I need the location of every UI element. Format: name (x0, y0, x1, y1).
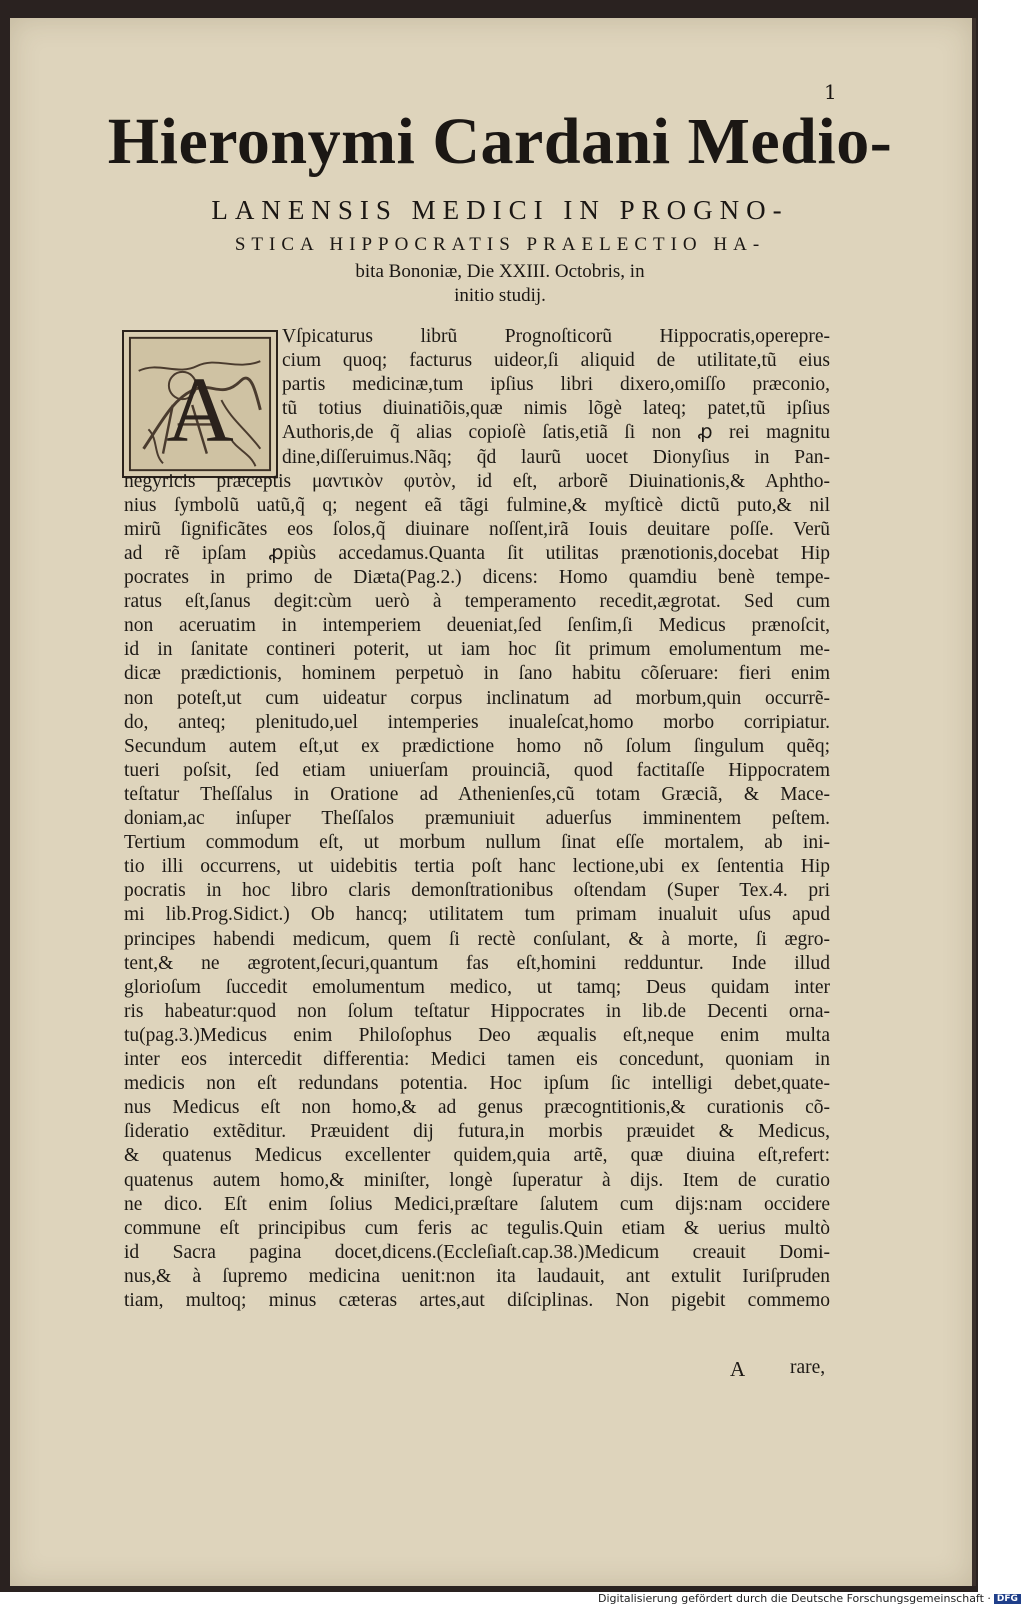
body-line: id Sacra pagina docet,dicens.(Eccleſiaſt.cap.38.)Medicum creauit Domi- (124, 1241, 830, 1263)
body-line: ſideratio extẽditur. Præuident dij futura,in morbis præuidet & Medicus, (124, 1121, 830, 1143)
body-line: partis medicinæ,tum ipſius libri dixero,omiſſo præconio, (282, 374, 830, 396)
title-line-1: Hieronymi Cardani Medio- (107, 105, 893, 178)
body-line: principes habendi medicum, quem ſi rectè conſulant, & à morte, ſi ægro- (124, 928, 830, 950)
body-line: teſtatur Theſſalus in Oratione ad Athenienſes,cũ totam Græciã, & Mace- (124, 783, 830, 805)
body-line: Secundum autem eſt,ut ex prædictione homo nõ ſolum ſingulum quẽq; (124, 735, 830, 757)
body-line: mirũ ſignificãtes eos ſolos,q̃ diuinare noſſent,irã Iouis deuitare poſſe. Verũ (124, 518, 830, 540)
body-line: cium quoq; facturus uideor,ſi aliquid de utilitate,tũ eius (282, 350, 830, 372)
body-line: commune eſt principibus cum feris ac tegulis.Quin etiam & uerius multò (124, 1217, 830, 1239)
body-line: Vſpicaturus librũ Prognoſticorũ Hippocratis,operepre- (282, 326, 830, 347)
body-line: inter eos intercedit differentia: Medici tamen eis concedunt, quoniam in (124, 1049, 830, 1070)
body-line: do, anteq; plenitudo,uel intemperies inualeſcat,homo morbo corripiatur. (124, 711, 830, 733)
body-line: tu(pag.3.)Medicus enim Philoſophus Deo æqualis eſt,neque enim multa (124, 1024, 830, 1046)
body-line: dine,diſſeruimus.Nãq; q̃d laurũ uocet Dionyſius in Pan- (282, 446, 830, 468)
body-line: tueri poſsit, ſed etiam uniuerſam prouinciã, quod factitaſſe Hippocratem (124, 759, 830, 781)
body-line: ad rẽ ipſam ꝓpiùs accedamus.Quanta ſit utilitas prænotionis,docebat Hip (124, 542, 830, 564)
title-line-4: bita Bononiæ, Die XXIII. Octobris, in (355, 261, 645, 282)
body-line: nus,& à ſupremo medicina uenit:non ita laudauit, ant extulit Iuriſpruden (124, 1265, 830, 1287)
title-line-5: initio studij. (454, 285, 546, 306)
dfg-logo: DFG (994, 1594, 1021, 1604)
body-line: ris habeatur:quod non ſolum teſtatur Hippocrates in lib.de Decenti orna- (124, 1000, 830, 1022)
body-line: tiam, multoq; minus cæteras artes,aut diſciplinas. Non pigebit commemo (124, 1290, 830, 1311)
body-line: & quatenus Medicus excellenter quidem,quia artẽ, quæ diuina eſt,refert: (124, 1145, 830, 1167)
body-line: id in ſanitate contineri poterit, ut iam hoc ſit primum emolumentum me- (124, 639, 830, 661)
body-line: negyricis præceptis μαντικὸν φυτὸν, id eſt, arborẽ Diuinationis,& Aphtho- (124, 470, 830, 492)
footer (598, 1592, 1021, 1605)
body-line: Authoris,de q̃ alias copioſè ſatis,etiã ſi non ꝓ rei magnitu (282, 422, 830, 444)
body-line: dicæ prædictionis, hominem perpetuò in ſano habitu cõſeruare: fieri enim (124, 663, 830, 685)
decorated-initial (122, 330, 278, 478)
body-line: mi lib.Prog.Sidict.) Ob hancq; utilitatem tum primam inualuit uſus apud (124, 904, 830, 926)
folio-number: 1 (824, 80, 837, 104)
body-line: non aceruatim in intemperiem deueniat,ſed ſenſim,ſi Medicus prænoſcit, (124, 615, 830, 637)
body-line: ratus eſt,ſanus degit:cùm uerò à temperamento recedit,ægrotat. Sed cum (124, 591, 830, 613)
body-line: pocrates in primo de Diæta(Pag.2.) dicens: Homo quamdiu benè tempe- (124, 567, 830, 588)
body-line: nius ſymbolũ uatũ,q̃ q; negent eã tãgi fulmine,& myſticè dictũ puto,& nil (124, 494, 830, 516)
body-line: nus Medicus eſt non homo,& ad genus præcogntitionis,& curationis cõ- (124, 1097, 830, 1119)
decorated-initial-woodcut (124, 332, 276, 476)
body-line: glorioſum ſuccedit emolumentum medico, ut tamq; Deus quidam inter (124, 976, 830, 998)
body-line: ne dico. Eſt enim ſolius Medici,præſtare ſalutem cum dijs:nam occidere (124, 1193, 830, 1215)
body-line: non poteſt,ut cum uideatur corpus inclinatum ad morbum,quin occurrẽ- (124, 687, 830, 709)
body-line: Tertium commodum eſt, ut morbum nullum ſinat eſſe mortalem, ab ini- (124, 832, 830, 854)
body-line: tũ totius diuinatiõis,quæ nimis lõgè lateq; patet,tũ ipſius (282, 398, 830, 420)
title-line-3: STICA HIPPOCRATIS PRAELECTIO HA- (234, 234, 766, 255)
body-line: doniam,ac inſuper Theſſalos præmuniuit aduerſus imminentem peſtem. (124, 808, 830, 829)
initial-letter: A (166, 358, 234, 462)
signature-mark: A (730, 1357, 746, 1381)
footer-text: Digitalisierung gefördert durch die Deutsche Forschungsgemeinschaft · (598, 1592, 991, 1605)
body-line: tio illi occurrens, ut uidebitis tertia poſt hanc lectione,ubi ex ſententia Hip (124, 856, 830, 878)
body-line: medicis non eſt redundans potentia. Hoc ipſum ſic intelligi debet,quate- (124, 1073, 830, 1095)
body-line: pocratis in hoc libro claris demonſtrationibus oſtendam (Super Tex.4. pri (124, 880, 830, 902)
title-line-2: LANENSIS MEDICI IN PROGNO- (211, 195, 789, 225)
body-line: tent,& ne ægrotent,ſecuri,quantum fas eſt,homini redduntur. Inde illud (124, 952, 830, 974)
catchword: rare, (790, 1357, 826, 1378)
body-line: quatenus autem homo,& miniſter, longè ſuperatur à dijs. Item de curatio (124, 1169, 830, 1191)
